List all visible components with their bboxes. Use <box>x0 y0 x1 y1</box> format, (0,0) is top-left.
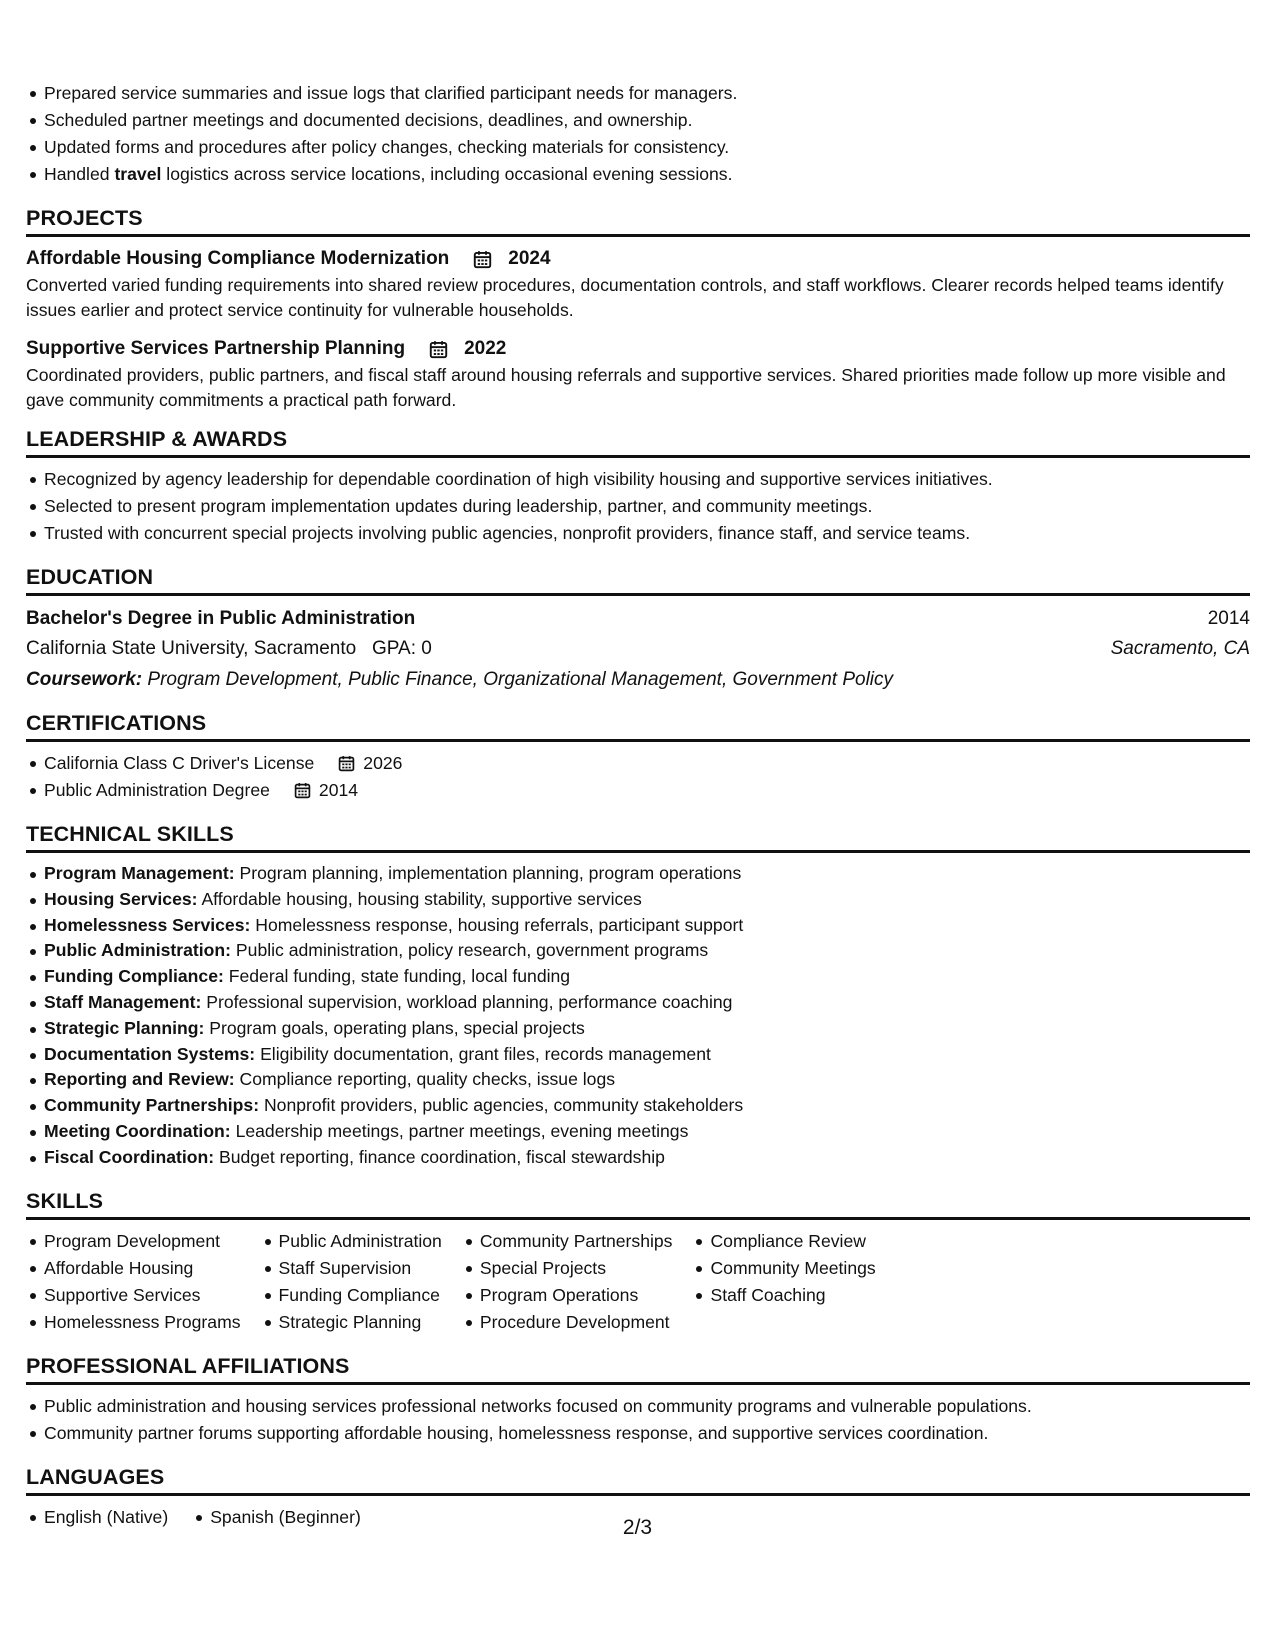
skill-item: Public Administration <box>261 1228 442 1255</box>
skill-item: Community Partnerships <box>462 1228 673 1255</box>
skill-item: Staff Coaching <box>692 1282 875 1309</box>
technical-skill-label: Documentation Systems: <box>44 1043 256 1064</box>
project-description: Coordinated providers, public partners, and fiscal staff around housing referrals and supportive services. Shared priorities made follow up more visible and gave community commitments a practical path forward. <box>26 365 1226 410</box>
certification-name: Public Administration Degree <box>44 780 270 800</box>
bullet-text: Handled <box>44 164 115 184</box>
technical-skill-item <box>26 938 1250 964</box>
page-number: 2/3 <box>622 1516 653 1539</box>
technical-skill-text: Leadership meetings, partner meetings, evening meetings <box>235 1120 689 1141</box>
coursework-label: Coursework: <box>26 669 143 690</box>
section-title-projects: PROJECTS <box>26 204 1250 237</box>
skill-item: Funding Compliance <box>261 1282 442 1309</box>
language-item: English (Native) <box>26 1504 168 1531</box>
affiliations-section <box>26 1352 1250 1447</box>
bullet-text: Scheduled partner meetings and documented decisions, deadlines, and ownership. <box>44 110 693 130</box>
skill-item: Staff Supervision <box>261 1255 442 1282</box>
certification-name: California Class C Driver's License <box>44 753 315 773</box>
technical-skill-text: Public administration, policy research, government programs <box>235 940 709 961</box>
section-title-certifications: CERTIFICATIONS <box>26 709 1250 742</box>
education-section <box>26 563 1250 695</box>
technical-skill-label: Strategic Planning: <box>44 1017 205 1038</box>
technical-skill-label: Staff Management: <box>44 991 202 1012</box>
technical-skill-text: Compliance reporting, quality checks, issue logs <box>239 1069 616 1090</box>
experience-bullet <box>26 134 1250 161</box>
project-year: 2024 <box>508 248 551 269</box>
technical-skill-label: Meeting Coordination: <box>44 1120 231 1141</box>
project-description: Converted varied funding requirements into shared review procedures, documentation controls, and staff workflows. Clearer records helped teams identify issues earlier and protect service continuity for vulnerable households. <box>26 275 1224 320</box>
technical-skill-item <box>26 1016 1250 1042</box>
certification-year: 2014 <box>318 780 359 800</box>
bullet-text: Updated forms and procedures after policy changes, checking materials for consistency. <box>44 137 730 157</box>
technical-skill-text: Program goals, operating plans, special projects <box>209 1017 585 1038</box>
project-item <box>26 245 1250 323</box>
calendar-icon <box>417 340 456 359</box>
skill-item: Special Projects <box>462 1255 673 1282</box>
section-title-education: EDUCATION <box>26 563 1250 596</box>
technical-skill-text: Professional supervision, workload planning, performance coaching <box>206 991 733 1012</box>
bullet-text-continued: logistics across service locations, including occasional evening sessions. <box>161 164 733 184</box>
technical-skill-text: Budget reporting, finance coordination, fiscal stewardship <box>218 1146 665 1167</box>
section-title-technical-skills: TECHNICAL SKILLS <box>26 820 1250 853</box>
certification-item <box>26 777 1250 804</box>
technical-skill-text: Program planning, implementation planning, program operations <box>239 863 742 883</box>
technical-skill-item <box>26 887 1250 913</box>
section-title-leadership: LEADERSHIP & AWARDS <box>26 425 1250 458</box>
technical-skills-section <box>26 820 1250 1171</box>
calendar-icon <box>326 755 359 772</box>
skill-item: Homelessness Programs <box>26 1309 241 1336</box>
experience-bullets <box>26 80 1250 188</box>
technical-skill-label: Homelessness Services: <box>44 914 251 935</box>
skill-item: Affordable Housing <box>26 1255 241 1282</box>
calendar-icon <box>282 782 315 799</box>
certification-line <box>44 777 358 804</box>
technical-skill-text: Eligibility documentation, grant files, records management <box>260 1043 711 1064</box>
leadership-section <box>26 425 1250 547</box>
skill-item: Supportive Services <box>26 1282 241 1309</box>
education-school-line <box>26 634 432 664</box>
calendar-icon <box>461 250 500 269</box>
projects-section <box>26 204 1250 413</box>
skills-column <box>462 1228 673 1336</box>
project-item <box>26 335 1250 413</box>
skill-item: Strategic Planning <box>261 1309 442 1336</box>
leadership-item: Selected to present program implementation updates during leadership, partner, and community meetings. <box>26 493 1250 520</box>
education-gpa: GPA: 0 <box>372 638 432 659</box>
education-degree-row <box>26 604 1250 634</box>
technical-skill-item <box>26 1145 1250 1171</box>
section-title-skills: SKILLS <box>26 1187 1250 1220</box>
technical-skill-item <box>26 1042 1250 1068</box>
skill-item: Program Operations <box>462 1282 673 1309</box>
section-title-affiliations: PROFESSIONAL AFFILIATIONS <box>26 1352 1250 1385</box>
technical-skill-label: Reporting and Review: <box>44 1069 235 1090</box>
language-item: Spanish (Beginner) <box>192 1504 361 1531</box>
technical-skill-label: Community Partnerships: <box>44 1095 260 1116</box>
education-coursework <box>26 664 1250 695</box>
resume-page <box>26 80 1250 1531</box>
technical-skill-label: Housing Services: <box>44 888 198 909</box>
technical-skill-item <box>26 1067 1250 1093</box>
technical-skill-item <box>26 1119 1250 1145</box>
certification-line <box>44 750 402 777</box>
project-name: Supportive Services Partnership Planning <box>26 338 406 359</box>
affiliations-list <box>26 1393 1250 1447</box>
technical-skill-item <box>26 1093 1250 1119</box>
education-degree: Bachelor's Degree in Public Administration <box>26 608 416 629</box>
skill-item: Community Meetings <box>692 1255 875 1282</box>
certifications-list <box>26 750 1250 804</box>
technical-skill-label: Funding Compliance: <box>44 966 224 987</box>
technical-skill-text: Homelessness response, housing referrals, participant support <box>255 914 744 935</box>
technical-skill-label: Program Management: <box>44 863 235 883</box>
affiliation-item: Community partner forums supporting affordable housing, homelessness response, and supportive services coordination. <box>26 1420 1250 1447</box>
section-title-languages: LANGUAGES <box>26 1463 1250 1496</box>
technical-skill-text: Federal funding, state funding, local funding <box>228 966 571 987</box>
project-list <box>26 245 1250 413</box>
skills-columns <box>26 1228 1250 1336</box>
skills-column <box>261 1228 442 1336</box>
education-school-row <box>26 634 1250 664</box>
certifications-section <box>26 709 1250 804</box>
technical-skill-item <box>26 913 1250 939</box>
project-year: 2022 <box>464 338 507 359</box>
project-header <box>26 335 1250 363</box>
bullet-bold-text: travel <box>114 164 162 184</box>
bullet-text: Prepared service summaries and issue logs that clarified participant needs for managers. <box>44 83 738 103</box>
technical-skill-text: Nonprofit providers, public agencies, community stakeholders <box>263 1095 744 1116</box>
skills-column <box>692 1228 875 1336</box>
education-school: California State University, Sacramento <box>26 638 357 659</box>
coursework-text: Program Development, Public Finance, Organizational Management, Government Policy <box>147 669 894 690</box>
project-name: Affordable Housing Compliance Modernization <box>26 248 450 269</box>
technical-skills-list <box>26 861 1250 1171</box>
technical-skill-item <box>26 964 1250 990</box>
project-header <box>26 245 1250 273</box>
affiliation-item: Public administration and housing services professional networks focused on community programs and vulnerable populations. <box>26 1393 1250 1420</box>
technical-skill-label: Fiscal Coordination: <box>44 1146 215 1167</box>
leadership-item: Trusted with concurrent special projects involving public agencies, nonprofit providers, finance staff, and service teams. <box>26 520 1250 547</box>
skill-item: Compliance Review <box>692 1228 875 1255</box>
technical-skill-item <box>26 990 1250 1016</box>
technical-skill-text: Affordable housing, housing stability, supportive services <box>201 888 642 909</box>
education-location: Sacramento, CA <box>1110 638 1250 659</box>
experience-bullet <box>26 107 1250 134</box>
certification-year: 2026 <box>363 753 403 773</box>
experience-bullet <box>26 80 1250 107</box>
technical-skill-label: Public Administration: <box>44 940 232 961</box>
leadership-list <box>26 466 1250 547</box>
certification-item <box>26 750 1250 777</box>
skill-item: Program Development <box>26 1228 241 1255</box>
education-year: 2014 <box>1207 608 1250 629</box>
leadership-item: Recognized by agency leadership for dependable coordination of high visibility housing and supportive services initiatives. <box>26 466 1250 493</box>
skills-section <box>26 1187 1250 1336</box>
skills-column <box>26 1228 241 1336</box>
skill-item: Procedure Development <box>462 1309 673 1336</box>
experience-bullet <box>26 161 1250 188</box>
technical-skill-item <box>26 861 1250 887</box>
